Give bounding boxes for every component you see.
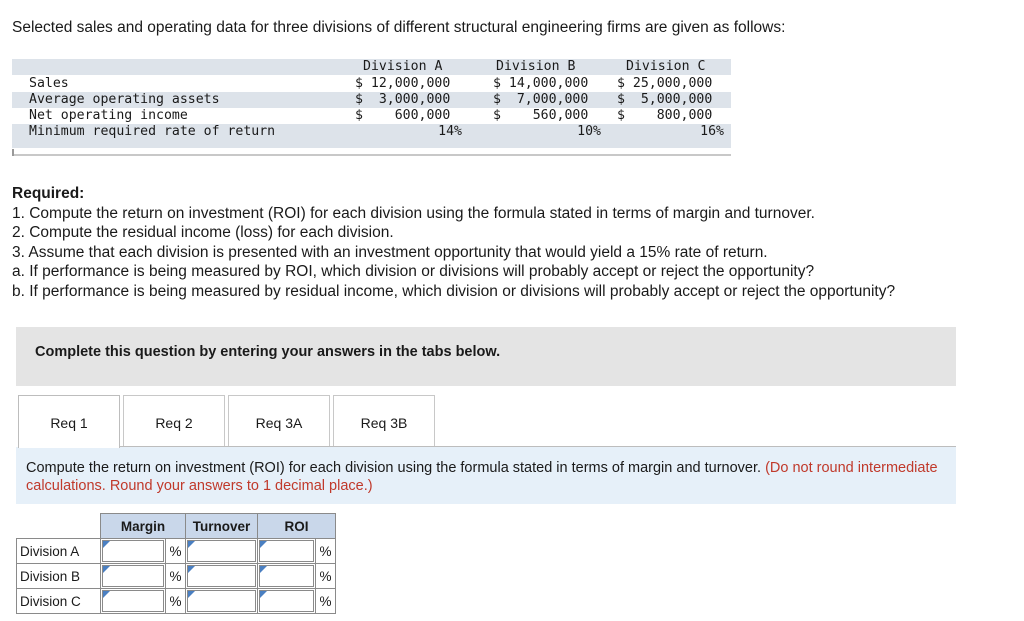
value-c: $ 800,000 xyxy=(617,108,713,123)
row-label: Minimum required rate of return xyxy=(29,124,276,139)
tab-label: Req 3A xyxy=(255,415,303,431)
header-roi: ROI xyxy=(258,514,336,539)
value-c: $ 5,000,000 xyxy=(617,92,713,107)
roi-answer-table xyxy=(16,513,336,614)
turnover-cell xyxy=(186,539,258,564)
tab-label: Req 1 xyxy=(50,415,88,431)
row-label: Average operating assets xyxy=(29,92,220,107)
input-flag-icon xyxy=(103,541,110,548)
unit-label: % xyxy=(166,589,186,614)
answer-row-division-c xyxy=(17,589,336,614)
roi-cell xyxy=(258,564,316,589)
value-c: 16% xyxy=(700,124,724,139)
input-flag-icon xyxy=(260,541,267,548)
margin-input-box xyxy=(102,590,164,612)
turnover-input-division-b[interactable] xyxy=(188,566,255,586)
row-label: Sales xyxy=(29,76,69,91)
value-a: $ 3,000,000 xyxy=(355,92,451,107)
required-item-1: 1. Compute the return on investment (ROI) for each division using the formula stated in terms of margin and turnover. xyxy=(12,204,815,222)
header-turnover: Turnover xyxy=(186,514,258,539)
answer-header-row xyxy=(17,514,336,539)
turnover-input-division-c[interactable] xyxy=(188,591,255,611)
margin-cell xyxy=(101,564,166,589)
unit-label: % xyxy=(166,539,186,564)
turnover-cell xyxy=(186,564,258,589)
header-division-c: Division C xyxy=(626,59,706,74)
unit-label: % xyxy=(316,539,336,564)
required-item-3b: b. If performance is being measured by residual income, which division or divisions will probably accept or reject the opportunity? xyxy=(12,282,896,300)
tab-label: Req 3B xyxy=(360,415,408,431)
margin-input-division-c[interactable] xyxy=(103,591,163,611)
tab-req-1[interactable] xyxy=(18,395,120,448)
tab-req-3b[interactable] xyxy=(333,395,435,447)
turnover-input-box xyxy=(187,540,256,562)
value-a: $ 12,000,000 xyxy=(355,76,451,91)
input-flag-icon xyxy=(188,541,195,548)
roi-input-box xyxy=(259,590,314,612)
margin-input-division-a[interactable] xyxy=(103,541,163,561)
margin-input-division-b[interactable] xyxy=(103,566,163,586)
data-table-header-row xyxy=(12,59,731,75)
tab-label: Req 2 xyxy=(155,415,193,431)
roi-input-box xyxy=(259,540,314,562)
roi-input-division-c[interactable] xyxy=(260,591,313,611)
required-item-3a: a. If performance is being measured by ROI, which division or divisions will probably accept or reject the opportunity? xyxy=(12,263,815,281)
input-flag-icon xyxy=(188,591,195,598)
instruction-bar xyxy=(16,327,956,386)
row-label: Net operating income xyxy=(29,108,188,123)
value-c: $ 25,000,000 xyxy=(617,76,713,91)
value-a: 14% xyxy=(438,124,462,139)
row-label: Division C xyxy=(17,589,101,614)
value-b: 10% xyxy=(577,124,601,139)
turnover-cell xyxy=(186,589,258,614)
data-table-footer-band xyxy=(12,140,731,148)
margin-input-box xyxy=(102,540,164,562)
tab-req-2[interactable] xyxy=(123,395,225,447)
data-row-income xyxy=(12,108,731,124)
problem-intro: Selected sales and operating data for three divisions of different structural engineering firms are given as follows: xyxy=(12,19,786,36)
roi-input-division-a[interactable] xyxy=(260,541,313,561)
data-row-assets xyxy=(12,92,731,108)
header-division-a: Division A xyxy=(363,59,443,74)
unit-label: % xyxy=(166,564,186,589)
data-row-min-return xyxy=(12,124,731,140)
input-flag-icon xyxy=(103,591,110,598)
question-prompt xyxy=(16,447,956,504)
input-flag-icon xyxy=(188,566,195,573)
input-flag-icon xyxy=(103,566,110,573)
margin-input-box xyxy=(102,565,164,587)
roi-cell xyxy=(258,539,316,564)
prompt-note: (Do not round intermediate calculations. Round your answers to 1 decimal place.) xyxy=(26,460,938,494)
turnover-input-box xyxy=(187,565,256,587)
value-a: $ 600,000 xyxy=(355,108,451,123)
required-item-2: 2. Compute the residual income (loss) for each division. xyxy=(12,224,394,242)
prompt-text: Compute the return on investment (ROI) for each division using the formula stated in terms of margin and turnover. xyxy=(26,460,762,476)
row-label: Division A xyxy=(17,539,101,564)
unit-label: % xyxy=(316,564,336,589)
turnover-input-division-a[interactable] xyxy=(188,541,255,561)
required-item-3: 3. Assume that each division is presented with an investment opportunity that would yield a 15% rate of return. xyxy=(12,243,768,261)
roi-input-division-b[interactable] xyxy=(260,566,313,586)
row-label: Division B xyxy=(17,564,101,589)
value-b: $ 7,000,000 xyxy=(493,92,589,107)
margin-cell xyxy=(101,539,166,564)
sales-data-table xyxy=(12,59,731,156)
instruction-text: Complete this question by entering your answers in the tabs below. xyxy=(35,344,501,360)
tab-req-3a[interactable] xyxy=(228,395,330,447)
input-flag-icon xyxy=(260,566,267,573)
header-margin: Margin xyxy=(101,514,186,539)
answer-row-division-b xyxy=(17,564,336,589)
value-b: $ 14,000,000 xyxy=(493,76,589,91)
input-flag-icon xyxy=(260,591,267,598)
header-division-b: Division B xyxy=(496,59,576,74)
turnover-input-box xyxy=(187,590,256,612)
unit-label: % xyxy=(316,589,336,614)
answer-row-division-a xyxy=(17,539,336,564)
roi-input-box xyxy=(259,565,314,587)
prompt-paragraph xyxy=(26,459,946,495)
value-b: $ 560,000 xyxy=(493,108,589,123)
required-section xyxy=(12,184,895,302)
header-corner xyxy=(17,514,101,539)
data-row-sales xyxy=(12,76,731,92)
roi-cell xyxy=(258,589,316,614)
margin-cell xyxy=(101,589,166,614)
required-title: Required: xyxy=(12,185,85,202)
table-divider xyxy=(12,149,14,156)
